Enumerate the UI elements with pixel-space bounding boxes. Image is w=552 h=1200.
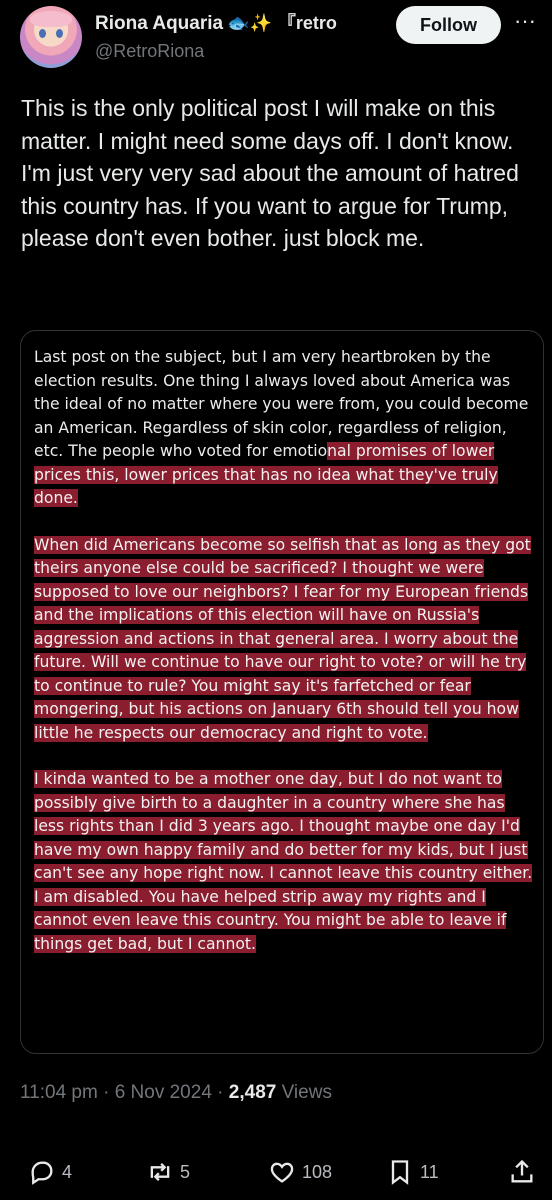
share-button[interactable] bbox=[508, 1150, 536, 1194]
reply-icon bbox=[28, 1158, 56, 1186]
share-icon bbox=[508, 1158, 536, 1186]
repost-count: 5 bbox=[180, 1161, 191, 1182]
more-icon[interactable]: ··· bbox=[514, 8, 536, 33]
card-paragraph-2 bbox=[34, 534, 534, 746]
bookmark-button[interactable] bbox=[386, 1150, 439, 1194]
display-name[interactable]: Riona Aquaria bbox=[95, 13, 224, 34]
card-paragraph-3 bbox=[34, 768, 534, 956]
avatar[interactable] bbox=[20, 6, 82, 68]
meta-separator: · bbox=[97, 1082, 115, 1103]
card-text-highlight: When did Americans become so selfish that as long as they got theirs anyone else could be sacrificed? I thought we were supposed to love our neighbors? I fear for my European friends and the implications of this election will have on Russia's aggression and actions in that general area. I worry about the future. Will we continue to have our right to vote? or will he try to continue to rule? You might say it's farfetched or fear mongering, but his actions on January 6th should tell you how little he respects our democracy and right to vote. bbox=[34, 535, 531, 742]
name-row[interactable] bbox=[95, 9, 395, 35]
post-time[interactable]: 11:04 pm bbox=[20, 1082, 98, 1103]
display-name-suffix: 『retro bbox=[277, 13, 337, 33]
like-button[interactable] bbox=[268, 1150, 332, 1194]
views-label: Views bbox=[276, 1082, 332, 1103]
reply-button[interactable] bbox=[28, 1150, 72, 1194]
follow-button[interactable]: Follow bbox=[396, 6, 501, 44]
bookmark-icon bbox=[386, 1158, 414, 1186]
meta-separator: · bbox=[211, 1082, 229, 1103]
post-text: This is the only political post I will make on this matter. I might need some days off. I don't know. I'm just very very sad about the amount of hatred this country has. If you want to argue for Trump, please don't even bother. just block me. bbox=[21, 95, 519, 251]
post-header bbox=[0, 0, 552, 80]
like-count: 108 bbox=[302, 1161, 333, 1182]
card-text-plain: Last post on the subject, but I am very heartbroken by the election results. One thing I always loved about America was the ideal of no matter where you were from, you could become an American. Regardless of skin color, regardless of religion, etc. The people who voted for emotio bbox=[34, 348, 529, 460]
screenshot-text bbox=[34, 346, 534, 956]
reply-count: 4 bbox=[62, 1161, 73, 1182]
post-meta bbox=[20, 1082, 332, 1104]
post-date[interactable]: 6 Nov 2024 bbox=[114, 1082, 212, 1103]
user-handle[interactable]: @RetroRiona bbox=[95, 41, 205, 61]
screenshot-image[interactable] bbox=[20, 330, 544, 1054]
name-emoji: 🐟✨ bbox=[227, 13, 272, 33]
card-paragraph-1 bbox=[34, 346, 534, 511]
card-text-highlight: nal promises of lower prices this, lower prices that has no idea what they've truly done. bbox=[34, 442, 498, 507]
like-icon bbox=[268, 1158, 296, 1186]
repost-icon bbox=[146, 1158, 174, 1186]
bookmark-count: 11 bbox=[420, 1161, 439, 1182]
views-count[interactable]: 2,487 bbox=[228, 1082, 277, 1103]
action-bar bbox=[0, 1150, 552, 1194]
card-text-highlight: I kinda wanted to be a mother one day, but I do not want to possibly give birth to a daughter in a country where she has less rights than I did 3 years ago. I thought maybe one day I'd have my own happy family and do better for my kids, but I just can't see any hope right now. I cannot leave this country either. I am disabled. You have helped strip away my rights and I cannot even leave this country. You might be able to leave if things get bad, but I cannot. bbox=[34, 770, 533, 953]
repost-button[interactable] bbox=[146, 1150, 190, 1194]
